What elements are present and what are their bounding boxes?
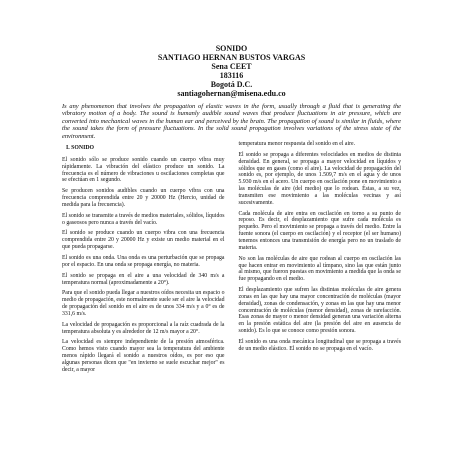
paragraph: temperatura menor respuesta del sonido en el aire. [238,141,356,148]
paper-title: SONIDO [215,44,248,53]
student-id: 183116 [219,71,244,80]
paragraph: El sonido se propaga a diferentes velocidades en medios de distinta densidad. En general, se propaga a mayor velocidad en líquidos y sólidos que en gases (como el aire). La velocidad de propagación del sonido es, por ejemplo, de unos 1.509,7 m/s en el agua y de unos 5.930 m/s en el acero. Un cuerpo en oscilación pone en movimiento a las moléculas de aire (del medio) que lo rodean. Éstas, a su vez, transmiten ese movimiento a las moléculas vecinas y así sucesivamente. [238,151,401,206]
left-column [62,141,225,378]
title-block [62,44,401,98]
paragraph: No son las moléculas de aire que rodean al cuerpo en oscilación las que hacen entrar en movimiento al tímpano, sino las que están junto al mismo, que fueron puestas en movimiento a medida que la onda se fue propagando en el medio. [238,255,401,283]
paragraph: Cada molécula de aire entra en oscilación en torno a su punto de reposo. Es decir, el desplazamiento que sufre cada molécula es pequeño. Pero el movimiento se propaga a través del medio. Entre la fuente sonora (el cuerpo en oscilación) y el receptor (el ser humano) tenemos entonces una transmisión de energía pero no un traslado de materia. [238,210,401,251]
paragraph: La velocidad es siempre independiente de la presión atmosférica. Como hemos visto cuando mayor sea la temperatura del ambiente menos rápido llegará el sonido a nuestros oídos, es por eso que algunas personas dicen que "en invierno se suele escuchar mejor" es decir, a mayor [62,339,225,373]
author-name: SANTIAGO HERNAN BUSTOS VARGAS [157,53,306,62]
paragraph: Para que el sonido pueda llegar a nuestros oídos necesita un espacio o medio de propagación, este normalmente suele ser el aire la velocidad de propagación del sonido en el aire es de unos 334 m/s y a 0° es de 331,6 m/s. [62,290,225,317]
paragraph: El sonido es una onda mecánica longitudinal que se propaga a través de un medio elástico. El sonido no se propaga en el vacío. [238,338,401,352]
institution: Sena CEET [211,62,252,71]
city: Bogotá D.C. [210,80,253,89]
paragraph: El sonido es una onda. Una onda es una perturbación que se propaga por el espacio. En una onda se propaga energía, no materia. [62,255,225,268]
paragraph: La velocidad de propagación es proporcional a la raíz cuadrada de la temperatura absoluta y es alrededor de 12 m/s mayor a 20°. [62,321,225,335]
paragraph: El sonido sólo se produce sonido cuando un cuerpo vibra muy rápidamente. La vibración del elástico produce un sonido. La frecuencia es el número de vibraciones u oscilaciones completas que se efectúan en 1 segundo. [62,156,225,184]
paragraph: El sonido se propaga en el aire a una velocidad de 340 m/s a temperatura normal (aproximadamente a 20°). [62,272,225,286]
body-columns [62,141,401,378]
author-email: santiagohernan@misena.edu.co [177,89,286,98]
paragraph: El sonido se produce cuando un cuerpo vibra con una frecuencia comprendida entre 20 y 20000 Hz y existe un medio material en el que pueda propagarse. [62,230,225,251]
paragraph: Se producen sonidos audibles cuando un cuerpo vibra con una frecuencia comprendida entre 20 y 20000 Hz (Hercio, unidad de medida para la frecuencia). [62,188,225,208]
paragraph: El desplazamiento que sufren las distintas moléculas de aire genera zonas en las que hay una mayor concentración de moléculas (mayor densidad), zonas de condensación, y zonas en las que hay una menor concentración de moléculas (menor densidad), zonas de rarefacción. Esas zonas de mayor o menor densidad generan una variación alterna en la presión estática del aire (la presión del aire en ausencia de sonido). Es lo que se conoce como presión sonora. [238,287,401,335]
paragraph: El sonido se transmite a través de medios materiales, sólidos, líquidos o gaseosos pero nunca a través del vacío. [62,212,225,226]
abstract: Is any phenomenon that involves the propagation of elastic waves in the form, usually through a fluid that is generating the vibratory motion of a body. The sound is humanly audible sound waves that produce fluctuations in air pressure, which are converted into mechanical waves in the human ear and perceived by the brain. The propagation of sound is similar in fluids, where the sound takes the form of pressure fluctuations. In the solid sound propagation involves variations of the stress state of the environment. [62,103,401,140]
right-column [239,141,402,378]
section-heading: I. SONIDO [66,145,95,152]
